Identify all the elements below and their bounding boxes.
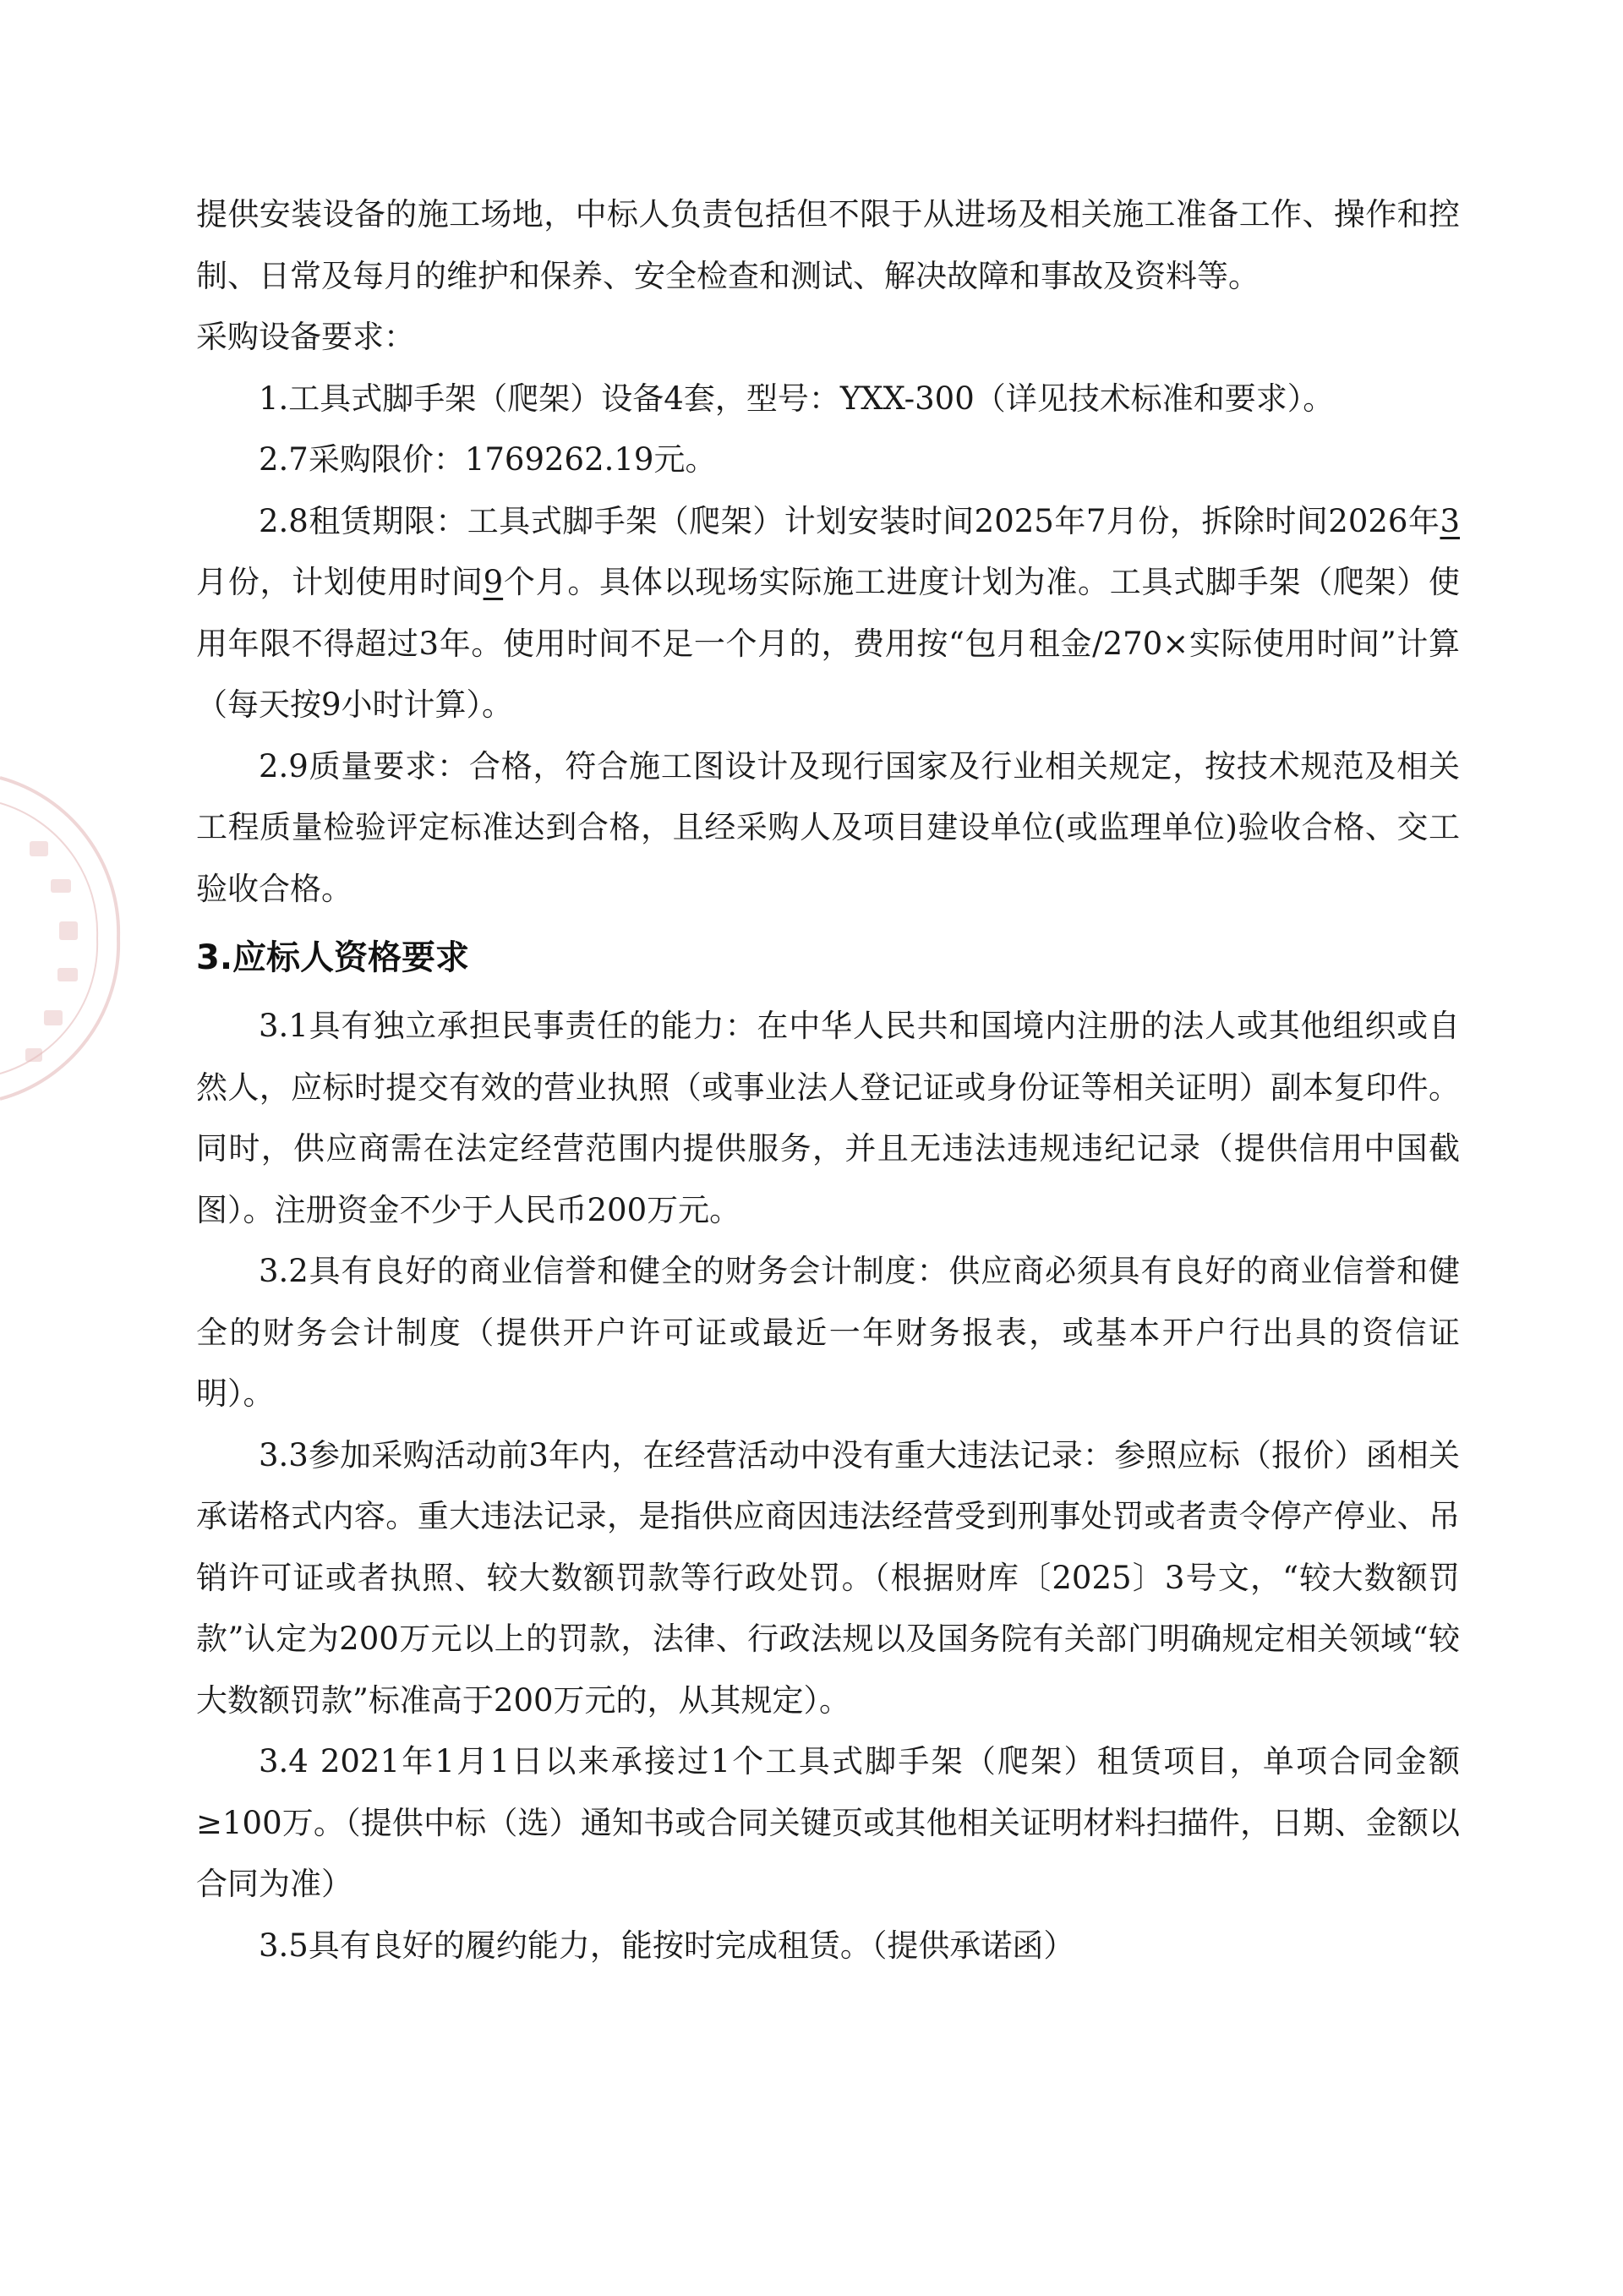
paragraph-qualification-3-5: 3.5具有良好的履约能力，能按时完成租赁。（提供承诺函） [259, 1927, 1075, 1964]
paragraph-site-responsibility: 提供安装设备的施工场地，中标人负责包括但不限于从进场及相关施工准备工作、操作和控制、日常及每月的维护和保养、安全检查和测试、解决故障和事故及资料等。 [196, 196, 1460, 294]
paragraph-price-limit: 2.7采购限价：1769262.19元。 [259, 441, 717, 478]
lease-period-text-e: 个月。具体以现场实际施工进度计划为准。工具式脚手架（爬架）使用年限不得超过3年。使用时间不足一个月的，费用按“包月租金/270×实际使用时间”计算（每天按9小时计算）。 [196, 564, 1461, 723]
section-heading-qualifications: 3.应标人资格要求 [196, 938, 470, 977]
paragraph-qualification-3-3: 3.3参加采购活动前3年内，在经营活动中没有重大违法记录：参照应标（报价）函相关承诺格式内容。重大违法记录，是指供应商因违法经营受到刑事处罚或者责令停产停业、吊销许可证或者执照、较大数额罚款等行政处罚。（根据财库〔2025〕3号文，“较大数额罚款”认定为200万元以上的罚款，法律、行政法规以及国务院有关部门明确规定相关领域“较大数额罚款”标准高于200万元的，从其规定）。 [196, 1436, 1460, 1719]
lease-period-text-a: 2.8租赁期限：工具式脚手架（爬架）计划安装时间2025年7月份，拆除时间2026年 [259, 502, 1440, 539]
paragraph-equipment-item-1: 1.工具式脚手架（爬架）设备4套，型号：YXX-300（详见技术标准和要求）。 [259, 380, 1335, 417]
paragraph-quality-requirements: 2.9质量要求：合格，符合施工图设计及现行国家及行业相关规定，按技术规范及相关工程质量检验评定标准达到合格，且经采购人及项目建设单位(或监理单位)验收合格、交工验收合格。 [196, 747, 1460, 907]
paragraph-lease-period [196, 491, 1460, 736]
paragraph-qualification-3-1: 3.1具有独立承担民事责任的能力：在中华人民共和国境内注册的法人或其他组织或自然人，应标时提交有效的营业执照（或事业法人登记证或身份证等相关证明）副本复印件。同时，供应商需在法定经营范围内提供服务，并且无违法违规违纪记录（提供信用中国截图）。注册资金不少于人民币200万元。 [196, 1008, 1460, 1228]
paragraph-qualification-3-2: 3.2具有良好的商业信誉和健全的财务会计制度：供应商必须具有良好的商业信誉和健全的财务会计制度（提供开户许可证或最近一年财务报表，或基本开户行出具的资信证明）。 [196, 1253, 1460, 1412]
lease-period-text-c: 月份，计划使用时间 [196, 564, 484, 600]
lease-end-month: 3 [1440, 502, 1460, 539]
paragraph-qualification-3-4: 3.4 2021年1月1日以来承接过1个工具式脚手架（爬架）租赁项目，单项合同金额≥100万。（提供中标（选）通知书或合同关键页或其他相关证明材料扫描件，日期、金额以合同为准） [196, 1743, 1460, 1902]
paragraph-equipment-requirements-title: 采购设备要求： [196, 319, 415, 355]
document-body [196, 184, 1460, 1976]
lease-duration-months: 9 [483, 564, 504, 600]
red-seal-stamp [0, 761, 144, 1116]
